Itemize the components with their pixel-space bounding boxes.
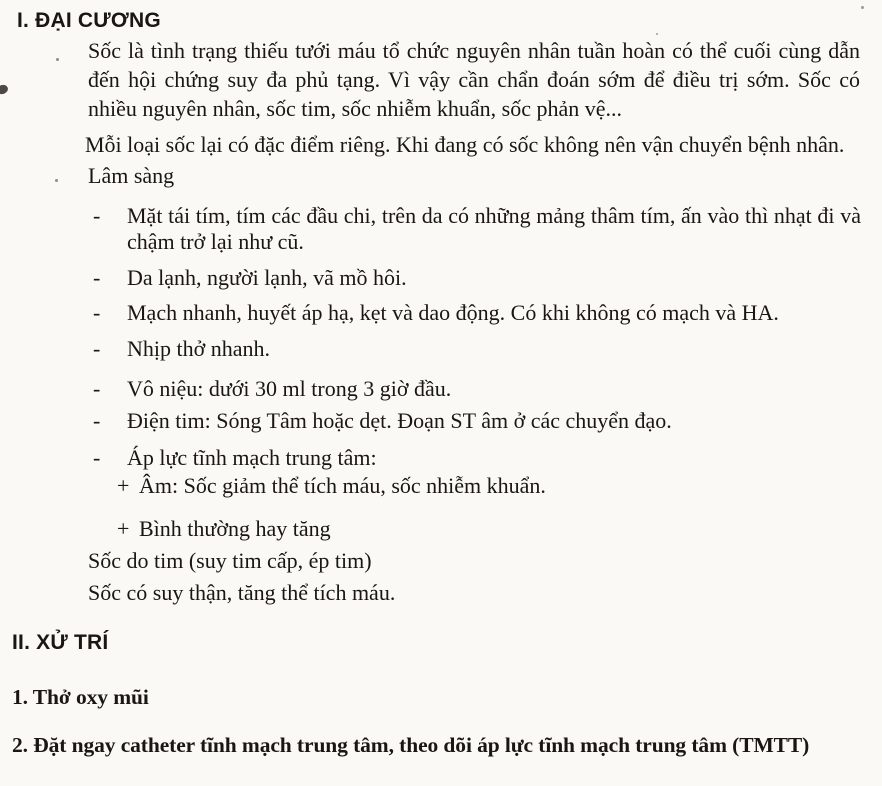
plus-marker: + <box>117 473 130 498</box>
section-heading-xu-tri: II. XỬ TRÍ <box>12 631 109 654</box>
bullet-item-ecg <box>93 408 861 434</box>
sub-bullet-normal-cvp <box>117 516 847 542</box>
section-heading-dai-cuong: I. ĐẠI CƯƠNG <box>17 9 161 32</box>
scan-artifact-dot <box>656 33 658 35</box>
scan-artifact-dot <box>55 179 58 182</box>
bullet-item-cvp <box>93 445 861 471</box>
bullet-item-anuria <box>93 376 861 402</box>
sub-bullet-negative-cvp <box>117 473 847 499</box>
sub-bullet-text: Bình thường hay tăng <box>139 516 331 541</box>
bullet-text: Nhịp thở nhanh. <box>127 336 271 361</box>
scan-artifact-smudge <box>0 83 9 95</box>
bullet-item-cold-skin <box>93 265 861 291</box>
dash-marker: - <box>93 336 101 361</box>
dash-marker: - <box>93 203 101 228</box>
scan-artifact-dot <box>861 6 864 9</box>
clinical-signs-subheading: Lâm sàng <box>88 163 175 188</box>
dash-marker: - <box>93 300 101 325</box>
bullet-text: Áp lực tĩnh mạch trung tâm: <box>127 445 377 470</box>
note-cardiogenic-shock: Sốc do tim (suy tim cấp, ép tim) <box>88 548 372 573</box>
bullet-text: Mạch nhanh, huyết áp hạ, kẹt và dao động. Có khi không có mạch và HA. <box>127 300 779 325</box>
bullet-text: Điện tim: Sóng Tâm hoặc dẹt. Đoạn ST âm ở các chuyển đạo. <box>127 408 672 433</box>
bullet-text: Vô niệu: dưới 30 ml trong 3 giờ đầu. <box>127 376 452 401</box>
dash-marker: - <box>93 408 101 433</box>
bullet-text: Mặt tái tím, tím các đầu chi, trên da có những mảng thâm tím, ấn vào thì nhạt đi và chậm trở lại như cũ. <box>127 203 861 254</box>
dash-marker: - <box>93 376 101 401</box>
intro-paragraph: Sốc là tình trạng thiếu tưới máu tổ chức nguyên nhân tuần hoàn có thể cuối cùng dẫn đến hội chứng suy đa phủ tạng. Vì vậy cần chẩn đoán sớm để điều trị sớm. Sốc có nhiều nguyên nhân, sốc tim, sốc nhiễm khuẩn, sốc phản vệ... <box>88 38 860 121</box>
sub-bullet-text: Âm: Sốc giảm thể tích máu, sốc nhiễm khuẩn. <box>139 473 546 498</box>
plus-marker: + <box>117 516 130 541</box>
bullet-item-breathing <box>93 336 861 362</box>
bullet-item-pulse-bp <box>93 300 861 326</box>
note-renal-failure-shock: Sốc có suy thận, tăng thể tích máu. <box>88 580 396 605</box>
treatment-step-oxygen: 1. Thở oxy mũi <box>12 685 149 709</box>
scan-artifact-dot <box>56 58 59 61</box>
treatment-step-catheter: 2. Đặt ngay catheter tĩnh mạch trung tâm, theo dõi áp lực tĩnh mạch trung tâm (TMTT) <box>12 733 810 757</box>
dash-marker: - <box>93 445 101 470</box>
transport-warning-paragraph: Mỗi loại sốc lại có đặc điểm riêng. Khi đang có sốc không nên vận chuyển bệnh nhân. <box>85 132 845 157</box>
bullet-item-face-cyanosis <box>93 203 861 255</box>
dash-marker: - <box>93 265 101 290</box>
bullet-text: Da lạnh, người lạnh, vã mồ hôi. <box>127 265 407 290</box>
